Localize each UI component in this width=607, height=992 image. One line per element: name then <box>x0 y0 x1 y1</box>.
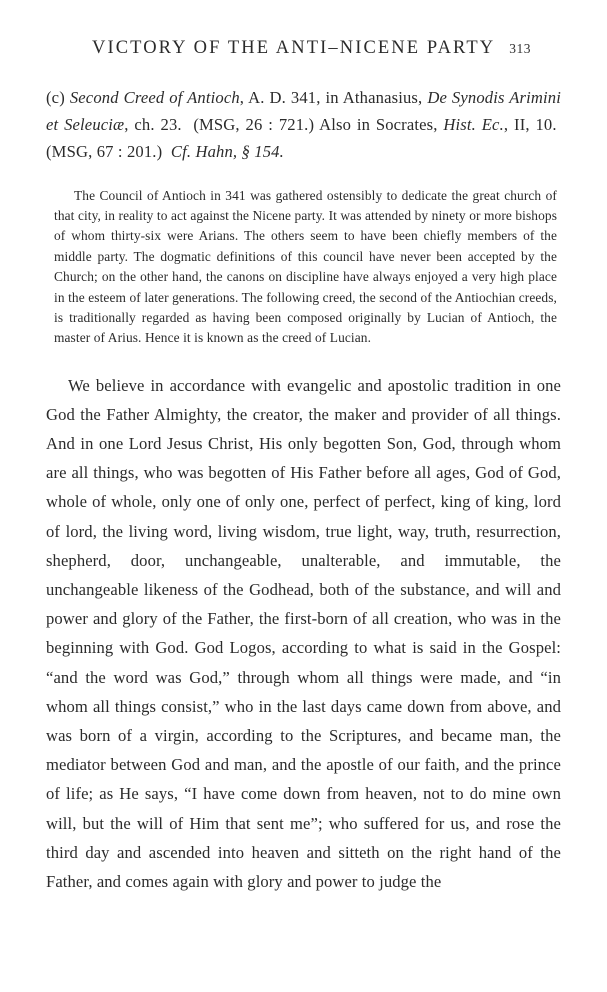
citation-in-athanasius: in Athanasius, <box>325 88 423 107</box>
note-text: The Council of Antioch in 341 was gathered ostensibly to dedicate the great church of that city, in reality to act against the Nicene party. It was attended by ninety or more bishops of whom thirty-six were Arians. The others seem to have been chiefly members of the middle party. The dogmatic definitions of this council have never been accepted by the Church; on the other hand, the canons on discipline have always enjoyed a very high place in the esteem of later generations. The following creed, the second of the Antiochian creeds, is traditionally regarded as having been composed originally by Lucian of Antioch, the master of Arius. Hence it is known as the creed of Lucian. <box>54 187 557 346</box>
running-head <box>92 38 563 59</box>
citation-reference-msg-67: (MSG, 67 : 201.) <box>46 141 163 161</box>
citation-chapter: ch. 23. <box>134 114 182 134</box>
citation-date: A. D. 341 <box>248 88 317 107</box>
citation-source-synodis: De Synodis Arimini et Seleuciæ <box>46 88 561 134</box>
citation-marker: (c) <box>46 88 65 107</box>
citation-book: II, 10. <box>514 114 557 134</box>
citation-paragraph: (c) Second Creed of Antioch, A. D. 341, in Athanasius, De Synodis Arimini et Seleuciæ, ch. 23. (MSG, 26 : 721.) Also in Socrates, Hist. Ec., II, 10. (MSG, 67 : 201.) Cf. Hahn, § 154. <box>46 88 561 161</box>
page-number: 313 <box>509 41 531 56</box>
editorial-note <box>44 186 563 349</box>
citation-also-socrates: Also in Socrates, <box>319 114 438 134</box>
creed-body <box>44 371 563 897</box>
citation-source-hist-ec: Hist. Ec. <box>443 114 504 134</box>
citation-reference-msg-26: (MSG, 26 : 721.) <box>193 114 315 134</box>
page-title: VICTORY OF THE ANTI–NICENE PARTY <box>92 38 496 58</box>
citation-cf-hahn: Cf. Hahn, § 154. <box>170 141 284 161</box>
creed-text: We believe in accordance with evangelic and apostolic tradition in one God the Father Almighty, the creator, the maker and provider of all things. And in one Lord Jesus Christ, His only begotten Son, God, through whom are all things, who was begotten of His Father before all ages, God of God, whole of whole, only one of only one, perfect of perfect, king of king, lord of lord, the living word, living wisdom, true light, way, truth, resurrection, shepherd, door, unchangeable, unalterable, and immutable, the unchangeable likeness of the Godhead, both of the substance, and will and power and glory of the Father, the first-born of all creation, who was in the beginning with God. God Logos, according to what is said in the Gospel: “and the word was God,” through whom all things were made, and “in whom all things consist,” who in the last days came down from above, and was born of a virgin, according to the Scriptures, and became man, the mediator between God and man, and the apostle of our faith, and the prince of life; as He says, “I have come down from heaven, not to do mine own will, but the will of Him that sent me”; who suffered for us, and rose the third day and ascended into heaven and sitteth on the right hand of the Father, and comes again with glory and power to judge the <box>46 375 561 892</box>
citation-work-title: Second Creed of Antioch <box>69 88 240 107</box>
